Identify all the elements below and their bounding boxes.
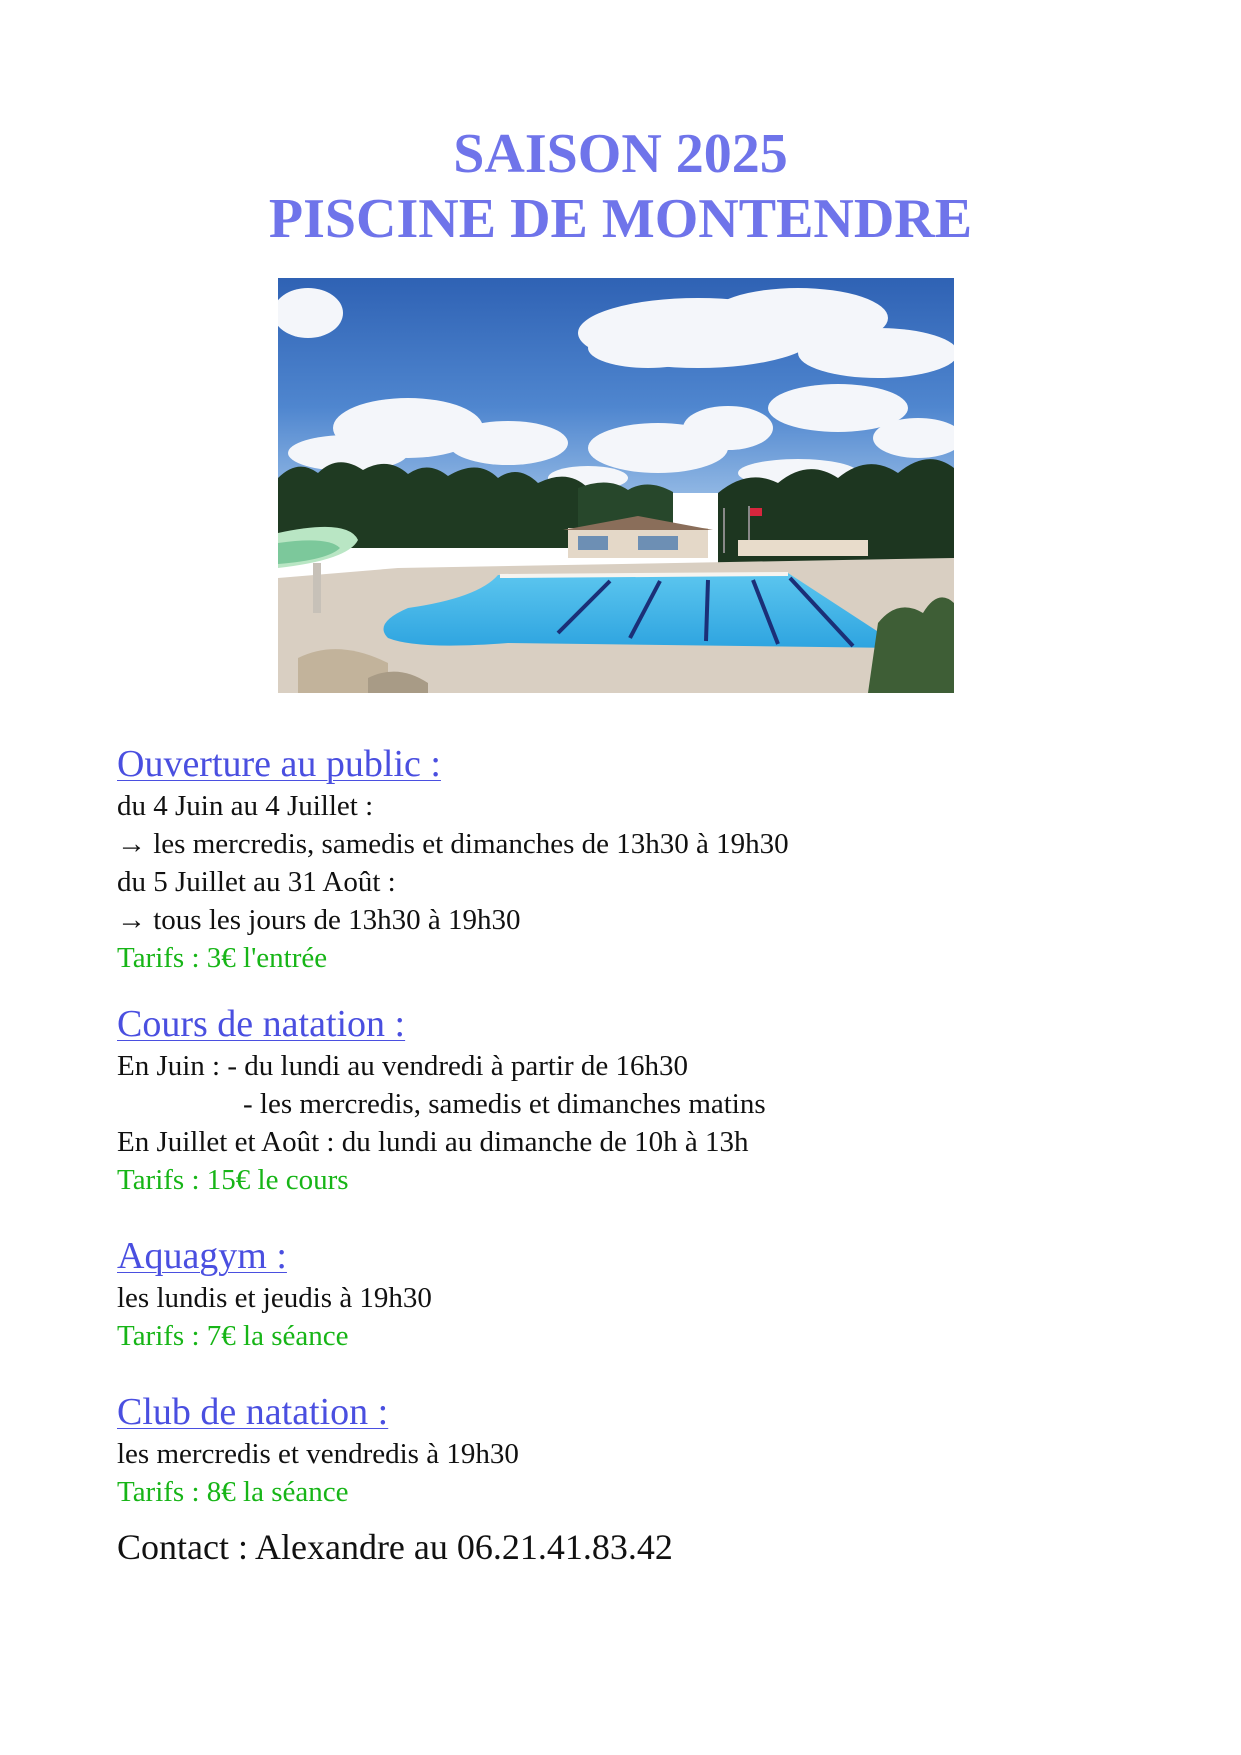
price-line: Tarifs : 8€ la séance [117, 1476, 349, 1508]
section-public-opening [117, 741, 1177, 977]
info-content [117, 741, 1177, 1569]
schedule-line: → les mercredis, samedis et dimanches de 13h30 à 19h30 [117, 828, 789, 860]
schedule-line: les lundis et jeudis à 19h30 [117, 1282, 432, 1314]
section-aquagym [117, 1233, 1177, 1355]
contact-line: Contact : Alexandre au 06.21.41.83.42 [117, 1527, 673, 1567]
section-heading: Club de natation : [117, 1391, 389, 1433]
schedule-line: En Juillet et Août : du lundi au dimanche de 10h à 13h [117, 1126, 749, 1158]
price-line: Tarifs : 3€ l'entrée [117, 942, 328, 974]
schedule-line: du 5 Juillet au 31 Août : [117, 866, 396, 898]
schedule-line: En Juin : - du lundi au vendredi à partir de 16h30 [117, 1050, 689, 1082]
title-season: SAISON 2025 [453, 123, 788, 185]
schedule-line: les mercredis et vendredis à 19h30 [117, 1438, 519, 1470]
schedule-line: → tous les jours de 13h30 à 19h30 [117, 904, 521, 936]
section-heading: Aquagym : [117, 1235, 287, 1277]
schedule-line: du 4 Juin au 4 Juillet : [117, 790, 374, 822]
schedule-line: - les mercredis, samedis et dimanches matins [243, 1088, 766, 1120]
price-line: Tarifs : 7€ la séance [117, 1320, 349, 1352]
section-heading: Cours de natation : [117, 1003, 406, 1045]
section-swimming-lessons [117, 1001, 1177, 1199]
pool-photo [278, 278, 954, 693]
section-swimming-club [117, 1389, 1177, 1511]
section-heading: Ouverture au public : [117, 743, 441, 785]
price-line: Tarifs : 15€ le cours [117, 1164, 349, 1196]
title-pool-name: PISCINE DE MONTENDRE [268, 188, 973, 250]
